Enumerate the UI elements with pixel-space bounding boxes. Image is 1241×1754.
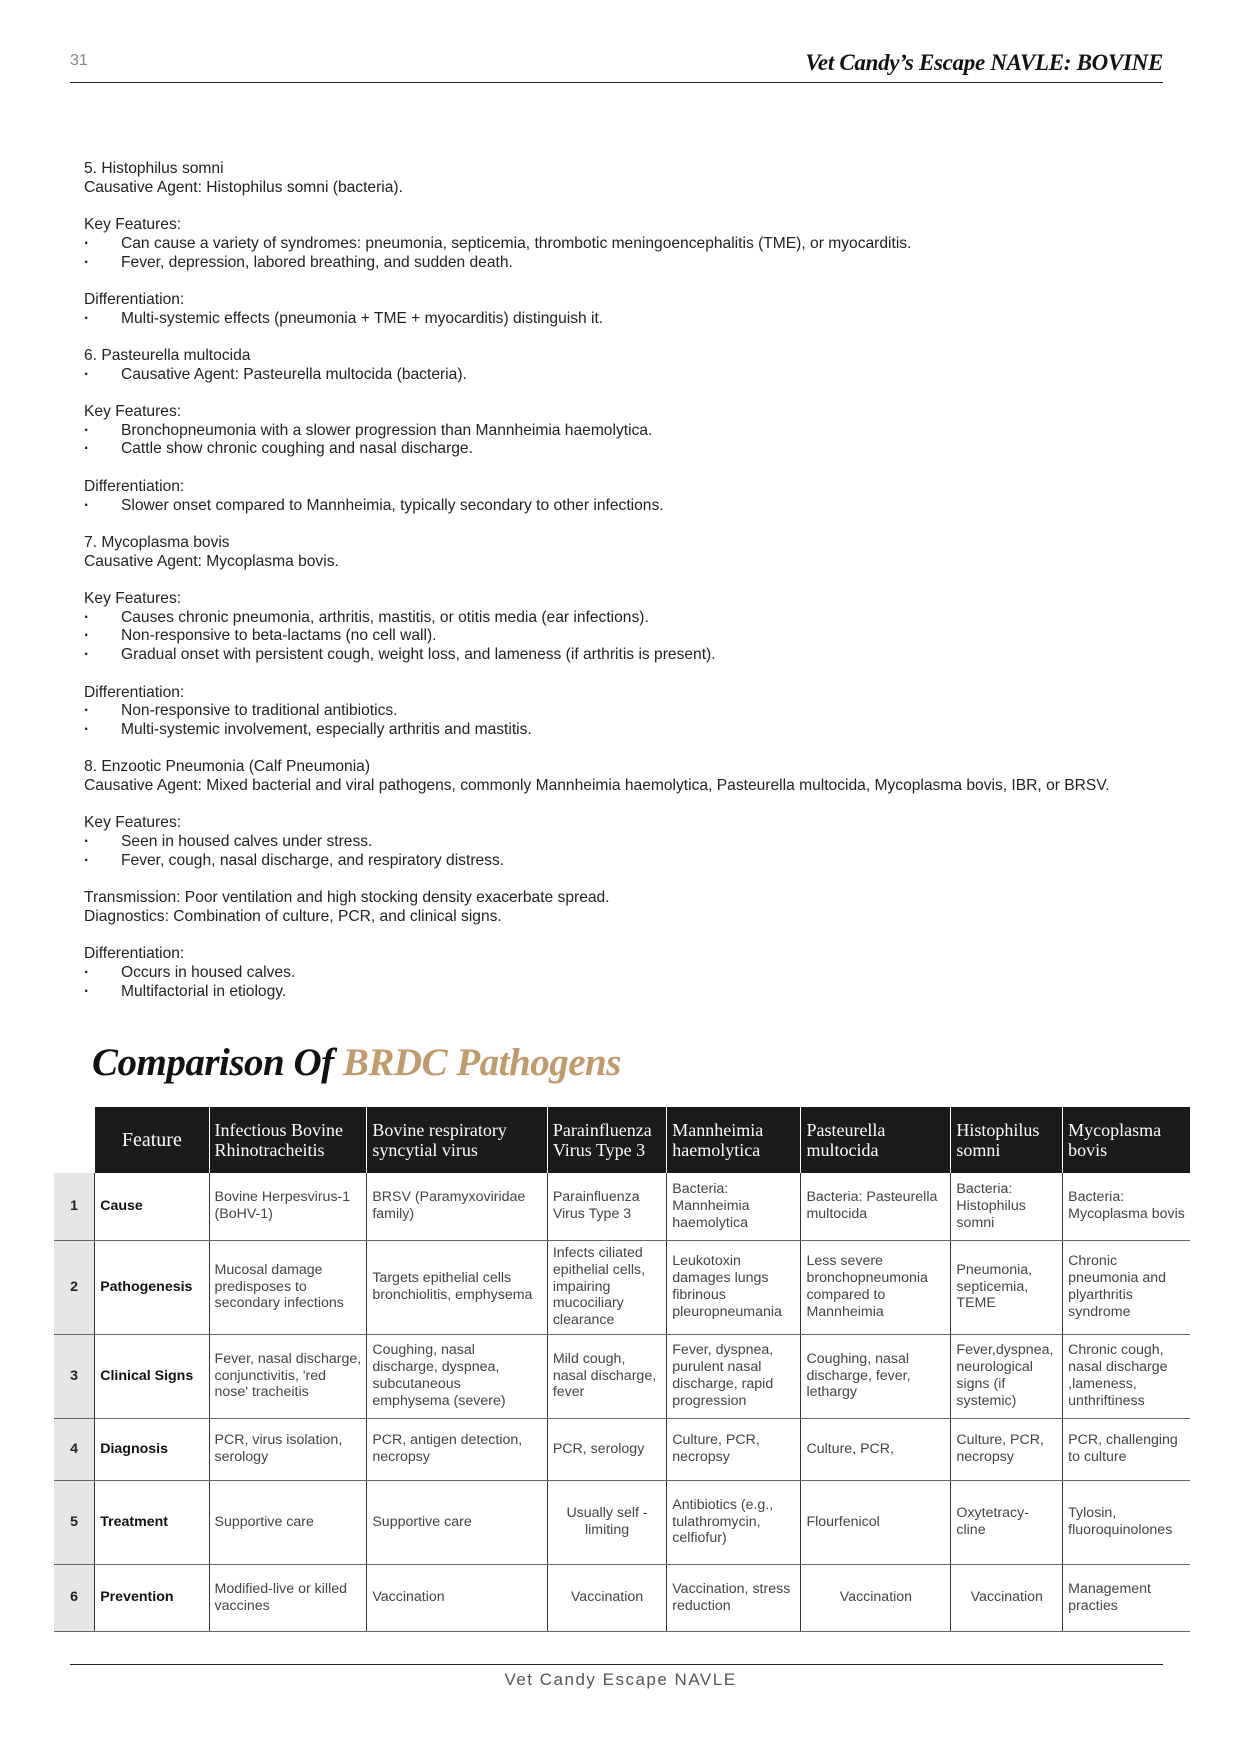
table-cell: Bovine Herpesvirus-1 (BoHV-1) (209, 1173, 367, 1240)
row-label: Diagnosis (95, 1418, 209, 1480)
table-cell: PCR, virus isolation, serology (209, 1418, 367, 1480)
bullet-item: · Gradual onset with persistent cough, weight loss, and lameness (if arthritis is present). (84, 646, 1164, 665)
table-cell: Leukotoxin damages lungs fibrinous pleuropneumania (667, 1240, 801, 1334)
table-row (54, 1418, 1190, 1480)
section-title: 6. Pasteurella multocida (84, 346, 251, 364)
page-number: 31 (70, 52, 88, 69)
table-cell: Targets epithelial cells bronchiolitis, emphysema (367, 1240, 547, 1334)
bullet-item: · Causes chronic pneumonia, arthritis, mastitis, or otitis media (ear infections). (84, 609, 1164, 628)
causative-agent: Causative Agent: Mycoplasma bovis. (84, 552, 339, 570)
transmission-text: Transmission: Poor ventilation and high stocking density exacerbate spread. (84, 889, 610, 907)
bullet-item: · Slower onset compared to Mannheimia, typically secondary to other infections. (84, 497, 1164, 516)
section-title: 8. Enzootic Pneumonia (Calf Pneumonia) (84, 758, 371, 776)
table-cell: Bacteria: Pasteurella multocida (801, 1173, 951, 1240)
differentiation-label: Differentiation: (84, 477, 185, 495)
table-cell: Vaccination (801, 1564, 951, 1631)
table-cell: Infects ciliated epithelial cells, impairing mucociliary clearance (547, 1240, 666, 1334)
row-number: 4 (54, 1418, 95, 1480)
comparison-table (54, 1107, 1190, 1632)
bullet-item: · Occurs in housed calves. (84, 964, 1164, 983)
table-cell: Vaccination (367, 1564, 547, 1631)
table-cell: Coughing, nasal discharge, fever, lethargy (801, 1334, 951, 1418)
table-cell: Less severe bronchopneumonia compared to Mannheimia (801, 1240, 951, 1334)
bullet-item: · Seen in housed calves under stress. (84, 833, 1164, 852)
table-cell: Fever, dyspnea, purulent nasal discharge, rapid progression (667, 1334, 801, 1418)
table-row (54, 1240, 1190, 1334)
table-cell: Culture, PCR, necropsy (667, 1418, 801, 1480)
comparison-title-main: Comparison Of (92, 1041, 343, 1084)
differentiation-label: Differentiation: (84, 945, 185, 963)
table-cell: Culture, PCR, necropsy (951, 1418, 1063, 1480)
column-header: Pasteurella multocida (801, 1107, 951, 1173)
table-cell: Culture, PCR, (801, 1418, 951, 1480)
row-number: 2 (54, 1240, 95, 1334)
section-title: 7. Mycoplasma bovis (84, 533, 230, 551)
section-title: 5. Histophilus somni (84, 160, 224, 177)
table-cell: Supportive care (209, 1480, 367, 1564)
table-cell: Antibiotics (e.g., tulathromycin, celfiofur) (667, 1480, 801, 1564)
table-cell: Bacteria: Histophilus somni (951, 1173, 1063, 1240)
table-header-row (54, 1107, 1190, 1173)
table-cell: Management practies (1063, 1564, 1190, 1631)
row-number: 5 (54, 1480, 95, 1564)
footer-divider (70, 1664, 1163, 1665)
causative-agent: Causative Agent: Mixed bacterial and viral pathogens, commonly Mannheimia haemolytica, Pasteurella multocida, Mycoplasma bovis, IBR, or BRSV. (84, 777, 1110, 795)
table-cell: Bacteria: Mannheimia haemolytica (667, 1173, 801, 1240)
table-row (54, 1564, 1190, 1631)
comparison-title-accent: BRDC Pathogens (342, 1041, 621, 1084)
row-number: 6 (54, 1564, 95, 1631)
table-cell: Flourfenicol (801, 1480, 951, 1564)
table-cell: PCR, antigen detection, necropsy (367, 1418, 547, 1480)
table-cell: Tylosin, fluoroquinolones (1063, 1480, 1190, 1564)
differentiation-label: Differentiation: (84, 683, 185, 701)
table-cell: Supportive care (367, 1480, 547, 1564)
causative-agent: Causative Agent: Histophilus somni (bacteria). (84, 178, 403, 196)
table-cell: BRSV (Paramyxoviridae family) (367, 1173, 547, 1240)
row-number: 1 (54, 1173, 95, 1240)
row-label: Clinical Signs (95, 1334, 209, 1418)
row-number: 3 (54, 1334, 95, 1418)
table-cell: Vaccination (547, 1564, 666, 1631)
diagnostics-text: Diagnostics: Combination of culture, PCR, and clinical signs. (84, 907, 502, 925)
comparison-title (92, 1040, 621, 1085)
table-cell: PCR, serology (547, 1418, 666, 1480)
bullet-item: · Multi-systemic involvement, especially arthritis and mastitis. (84, 721, 1164, 740)
column-header: Parainfluenza Virus Type 3 (547, 1107, 666, 1173)
bullet-item: · Multi-systemic effects (pneumonia + TME + myocarditis) distinguish it. (84, 310, 1164, 329)
column-header: Mycoplasma bovis (1063, 1107, 1190, 1173)
table-row (54, 1480, 1190, 1564)
table-cell: Mild cough, nasal discharge, fever (547, 1334, 666, 1418)
bullet-item: · Cattle show chronic coughing and nasal discharge. (84, 440, 1164, 459)
table-cell: Vaccination (951, 1564, 1063, 1631)
table-row (54, 1173, 1190, 1240)
table-cell: Usually self - limiting (547, 1480, 666, 1564)
section-histophilus (84, 160, 1164, 328)
features-label: Key Features: (84, 814, 182, 832)
section-pasteurella (84, 347, 1164, 515)
section-mycoplasma (84, 534, 1164, 740)
column-header: Bovine respiratory syncytial virus (367, 1107, 547, 1173)
table-cell: Vaccination, stress reduction (667, 1564, 801, 1631)
body-text (84, 160, 1164, 1020)
features-label: Key Features: (84, 590, 182, 608)
bullet-item: · Can cause a variety of syndromes: pneumonia, septicemia, thrombotic meningoencephalitis (TME), or myocarditis. (84, 235, 1164, 254)
row-label: Prevention (95, 1564, 209, 1631)
row-label: Pathogenesis (95, 1240, 209, 1334)
bullet-item: · Fever, cough, nasal discharge, and respiratory distress. (84, 852, 1164, 871)
bullet-item: · Bronchopneumonia with a slower progression than Mannheimia haemolytica. (84, 422, 1164, 441)
column-header: Histophilus somni (951, 1107, 1063, 1173)
running-title: Vet Candy’s Escape NAVLE: BOVINE (805, 50, 1163, 75)
column-header: Mannheimia haemolytica (667, 1107, 801, 1173)
header-corner (54, 1107, 95, 1173)
header-divider (70, 82, 1163, 83)
table-cell: Parainfluenza Virus Type 3 (547, 1173, 666, 1240)
table-row (54, 1334, 1190, 1418)
table-cell: Bacteria: Mycoplasma bovis (1063, 1173, 1190, 1240)
differentiation-label: Differentiation: (84, 290, 185, 308)
table-cell: Coughing, nasal discharge, dyspnea, subcutaneous emphysema (severe) (367, 1334, 547, 1418)
row-label: Cause (95, 1173, 209, 1240)
table-cell: Fever, nasal discharge, conjunctivitis, 'red nose' tracheitis (209, 1334, 367, 1418)
table-cell: PCR, challenging to culture (1063, 1418, 1190, 1480)
bullet-item: · Non-responsive to beta-lactams (no cell wall). (84, 627, 1164, 646)
table-cell: Chronic cough, nasal discharge ,lameness, unthriftiness (1063, 1334, 1190, 1418)
table-cell: Modified-live or killed vaccines (209, 1564, 367, 1631)
table-cell: Oxytetracy-cline (951, 1480, 1063, 1564)
table-cell: Fever,dyspnea, neurological signs (if systemic) (951, 1334, 1063, 1418)
causative-agent: · Causative Agent: Pasteurella multocida (bacteria). (84, 366, 1164, 385)
bullet-item: · Non-responsive to traditional antibiotics. (84, 702, 1164, 721)
table-cell: Pneumonia, septicemia, TEME (951, 1240, 1063, 1334)
column-header: Feature (95, 1107, 209, 1173)
table-cell: Mucosal damage predisposes to secondary infections (209, 1240, 367, 1334)
section-enzootic-pneumonia (84, 758, 1164, 1001)
features-label: Key Features: (84, 403, 182, 421)
features-label: Key Features: (84, 216, 182, 234)
bullet-item: · Fever, depression, labored breathing, and sudden death. (84, 254, 1164, 273)
row-label: Treatment (95, 1480, 209, 1564)
bullet-item: · Multifactorial in etiology. (84, 983, 1164, 1002)
column-header: Infectious Bovine Rhinotracheitis (209, 1107, 367, 1173)
footer-text: Vet Candy Escape NAVLE (504, 1670, 737, 1689)
table-cell: Chronic pneumonia and plyarthritis syndrome (1063, 1240, 1190, 1334)
